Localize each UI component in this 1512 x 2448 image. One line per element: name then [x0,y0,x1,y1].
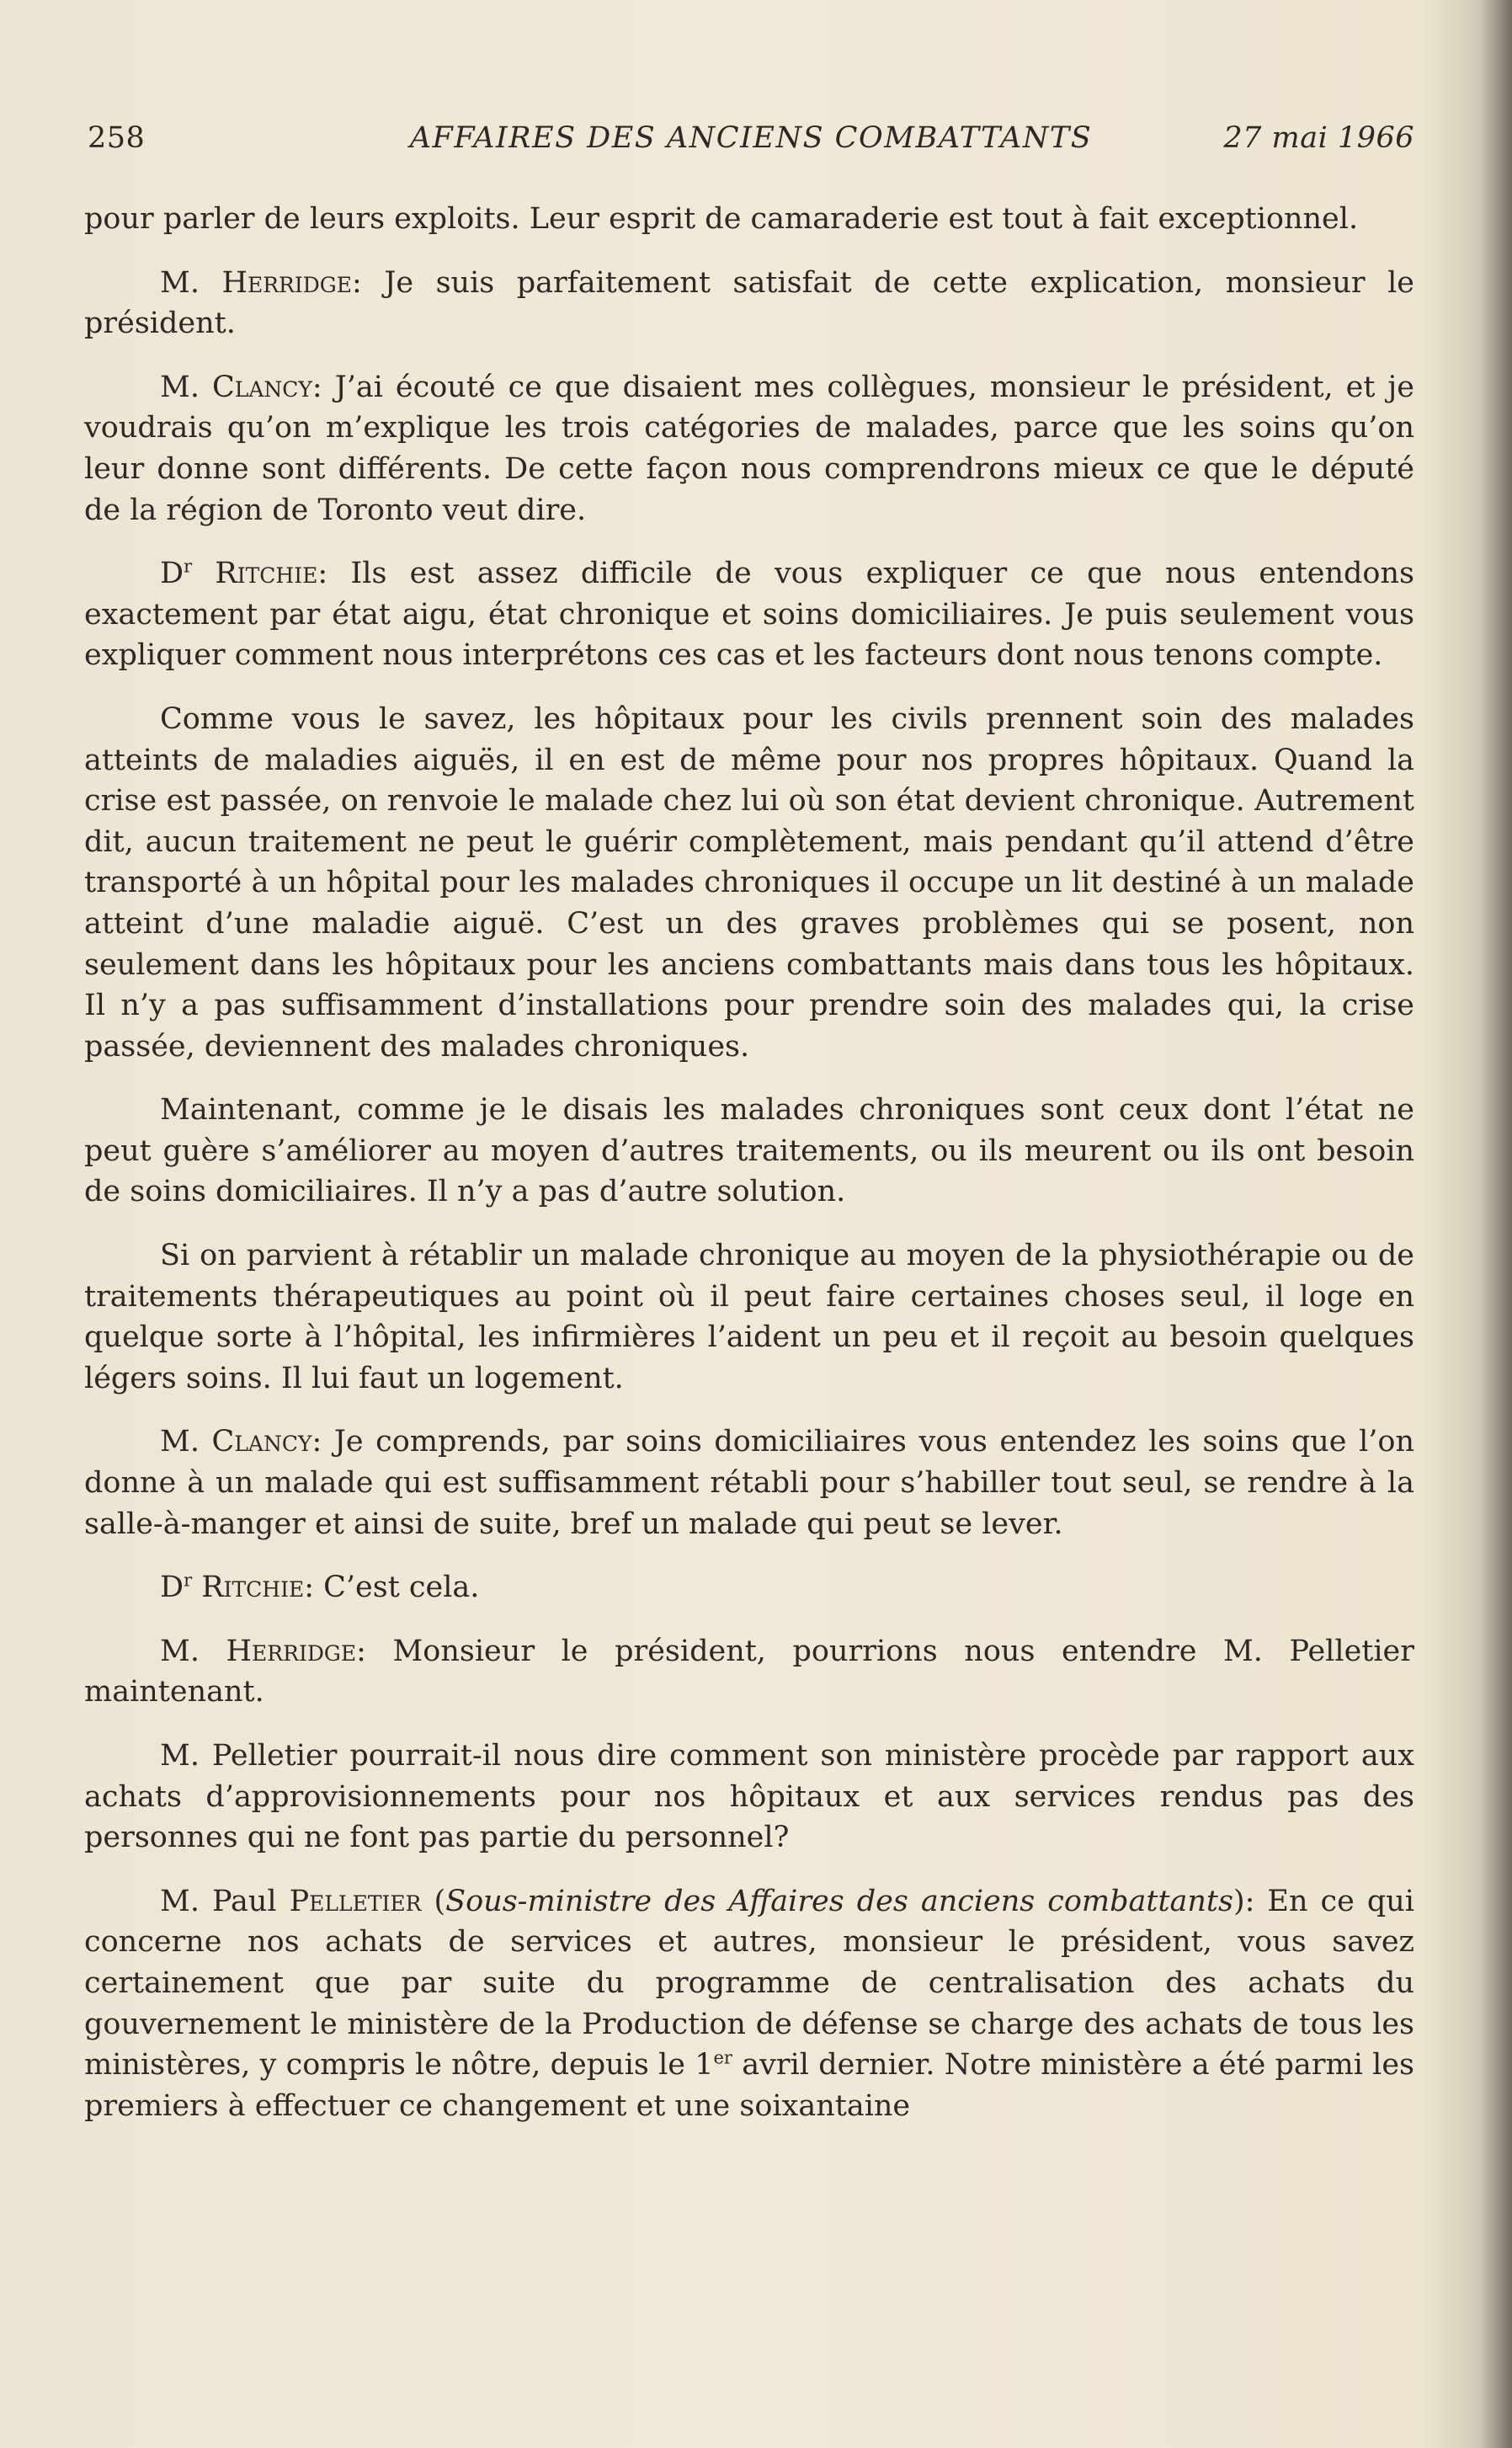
speaker-role: Sous-ministre des Affaires des anciens combattants [445,1884,1233,1918]
header-date: 27 mai 1966 [1223,121,1414,155]
binding-shadow [1480,0,1512,2448]
speaker-title: D [160,557,184,591]
speaker-name: Pelletier [289,1884,422,1918]
paragraph: M. Clancy: J’ai écouté ce que disaient mes collègues, monsieur le président, et je voudrais qu’on m’explique les trois catégories de malades, parce que les soins qu’on leur donne sont différents. De cette façon nous comprendrons mieux ce que le député de la région de Toronto veut dire. [84,370,1414,527]
speaker-name: M. Clancy: [160,1425,322,1459]
paragraph: Si on parvient à rétablir un malade chronique au moyen de la physiothérapie ou de traitements thérapeutiques au point où il peut faire certaines choses seul, il loge en quelque sorte à l’hôpital, les infirmières l’aident un peu et il reçoit au besoin quelques légers soins. Il lui faut un logement. [84,1239,1414,1395]
paragraph: M. Clancy: Je comprends, par soins domiciliaires vous entendez les soins que l’on donne à un malade qui est suffisamment rétabli pour s’habiller tout seul, se rendre à la salle-à-manger et ainsi de suite, bref un malade qui peut se lever. [84,1425,1415,1541]
paragraph: M. Herridge: Je suis parfaitement satisfait de cette explication, monsieur le président. [84,265,1414,341]
paragraph: $D^r$ Ritchie: C’est cela. [160,1570,480,1605]
paragraph: M. Herridge: Monsieur le président, pourrions nous entendre M. Pelletier maintenant. [84,1634,1414,1709]
body-text [84,199,1414,2149]
paragraph: Maintenant, comme je le disais les malades chroniques sont ceux dont l’état ne peut guère s’améliorer au moyen d’autres traitements, ou ils meurent ou ils ont besoin de soins domiciliaires. Il n’y a pas d’autre solution. [84,1093,1414,1209]
page-number: 258 [88,121,146,155]
paragraph: Comme vous le savez, les hôpitaux pour les civils prennent soin des malades atteints de maladies aiguës, il en est de même pour nos propres hôpitaux. Quand la crise est passée, on renvoie le malade chez lui où son état devient chronique. Autrement dit, aucun traitement ne peut le guérir complètement, mais pendant qu’il attend d’être transporté à un hôpital pour les malades chroniques il occupe un lit destiné à un malade atteint d’une maladie aiguë. C’est un des graves problèmes qui se posent, non seulement dans les hôpitaux pour les anciens combattants mais dans tous les hôpitaux. Il n’y a pas suffisamment d’installations pour prendre soin des malades qui, la crise passée, deviennent des malades chroniques. [84,701,1414,1064]
speaker-name: Ritchie: [192,557,328,591]
page-header [88,121,1414,163]
speaker-name: M. Herridge: [160,1634,366,1668]
paragraph: M. Paul Pelletier (Sous-ministre des Affaires des anciens combattants): En ce qui concerne nos achats de services et autres, monsieur le président, vous savez certainement que par suite du programme de centralisation des achats du gouvernement le ministère de la Production de défense se charge des achats de tous les ministères, y compris le nôtre, depuis le 1er avril dernier. Notre ministère a été parmi les premiers à effectuer ce changement et une soixantaine [84,1884,1415,2123]
paragraph: $D^r$ Ritchie: Ils est assez difficile de vous expliquer ce que nous entendons exactement par état aigu, état chronique et soins domiciliaires. Je puis seulement vous expliquer comment nous interprétons ces cas et les facteurs dont nous tenons compte. [84,556,1414,673]
speaker-name: M. Clancy: [160,370,322,404]
paragraph: M. Pelletier pourrait-il nous dire comment son ministère procède par rapport aux achats d’approvisionnements pour nos hôpitaux et aux services rendus pas des personnes qui ne font pas partie du personnel? [84,1739,1414,1855]
speaker-title: D [160,1571,184,1605]
speaker-name: M. Herridge: [160,265,362,300]
paragraph: pour parler de leurs exploits. Leur esprit de camaraderie est tout à fait exceptionnel. [84,202,1359,236]
speaker-name: Ritchie: [192,1571,314,1605]
running-title: AFFAIRES DES ANCIENS COMBATTANTS [409,121,1093,155]
